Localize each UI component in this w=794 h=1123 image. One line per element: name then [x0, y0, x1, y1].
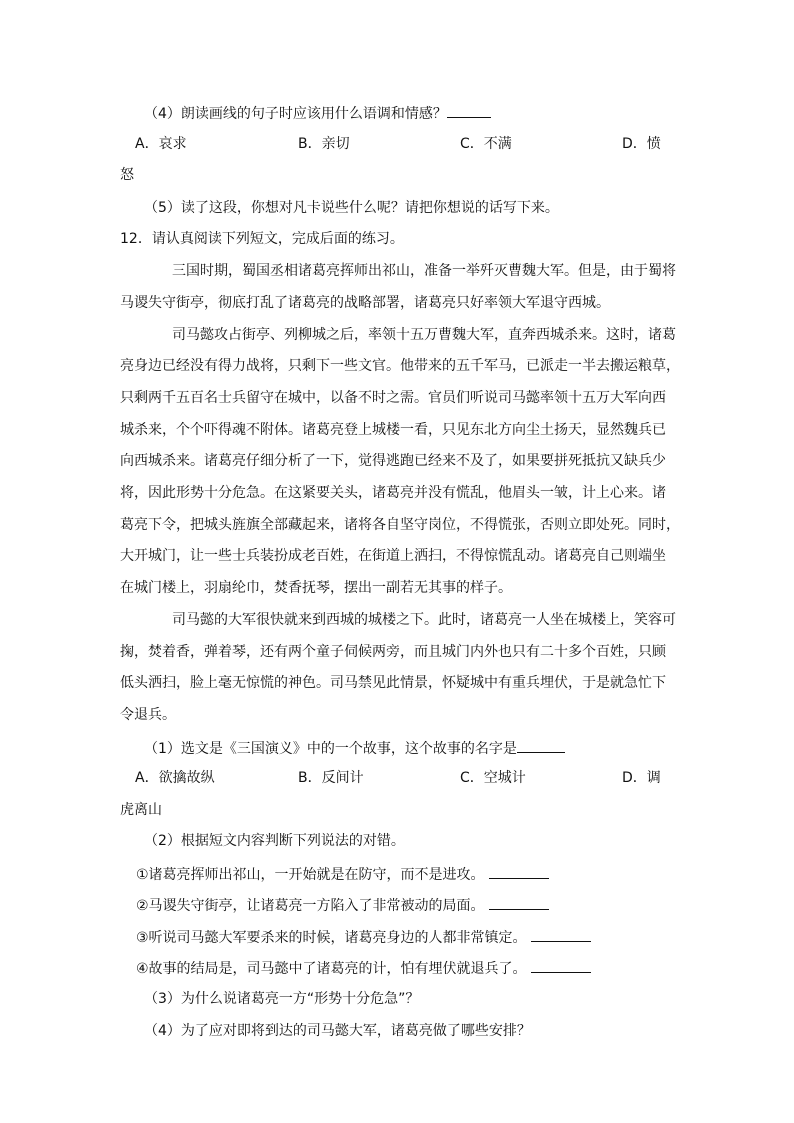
sub2-item-4 — [136, 958, 591, 978]
q12-heading: 12．请认真阅读下列短文，完成后面的练习。 — [120, 231, 404, 247]
passage-line: 向西城杀来。诸葛亮仔细分析了一下，觉得逃跑已经来不及了，如果要拼死抵抗又缺兵少 — [120, 453, 666, 469]
passage-line: 亮身边已经没有得力战将，只剩下一些文官。他带来的五千军马，已派走一半去搬运粮草， — [120, 358, 680, 374]
passage-line: 司马懿的大军很快就来到西城的城楼之下。此时，诸葛亮一人坐在城楼上，笑容可 — [172, 612, 676, 628]
passage-line: 低头洒扫，脸上毫无惊慌的神色。司马禁见此情景，怀疑城中有重兵埋伏，于是就急忙下 — [120, 675, 666, 691]
q4-option-c: C．不满 — [460, 136, 512, 152]
passage-line: 司马懿攻占街亭、列柳城之后，率领十五万曹魏大军，直奔西城杀来。这时，诸葛 — [172, 327, 676, 343]
sub3-question: （3）为什么说诸葛亮一方“形势十分危急”？ — [144, 991, 420, 1007]
passage-line: 三国时期，蜀国丞相诸葛亮挥师出祁山，准备一举歼灭曹魏大军。但是，由于蜀将 — [172, 263, 676, 279]
sub2-item-text: ①诸葛亮挥师出祁山，一开始就是在防守，而不是进攻。 — [136, 867, 485, 883]
q4-option-d-wrap: 怒 — [120, 167, 134, 183]
sub1-option-a: A．欲擒故纵 — [135, 770, 215, 786]
passage-line: 将，因此形势十分危急。在这紧要关头，诸葛亮并没有慌乱，他眉头一皱，计上心来。诸 — [120, 485, 666, 501]
sub2-item-2 — [136, 895, 549, 915]
passage-line: 城杀来，个个吓得魂不附体。诸葛亮登上城楼一看，只见东北方向尘土扬天，显然魏兵已 — [120, 422, 666, 438]
sub4-question: （4）为了应对即将到达的司马懿大军，诸葛亮做了哪些安排？ — [144, 1023, 531, 1039]
sub2-item-blank[interactable] — [489, 864, 549, 879]
sub1-question-line — [144, 738, 565, 758]
passage-line: 在城门楼上，羽扇纶巾，焚香抚琴，摆出一副若无其事的样子。 — [120, 580, 512, 596]
q4-option-a: A．哀求 — [135, 136, 187, 152]
sub2-question: （2）根据短文内容判断下列说法的对错。 — [144, 833, 405, 849]
sub1-answer-blank[interactable] — [517, 738, 565, 753]
sub2-item-blank[interactable] — [531, 958, 591, 973]
sub1-option-b: B．反间计 — [298, 770, 364, 786]
sub1-option-c: C．空城计 — [460, 770, 526, 786]
q5-question: （5）读了这段，你想对凡卡说些什么呢？请把你想说的话写下来。 — [144, 200, 559, 216]
sub2-item-text: ③听说司马懿大军要杀来的时候，诸葛亮身边的人都非常镇定。 — [136, 930, 527, 946]
sub1-option-d: D．调 — [622, 770, 661, 786]
q4-option-b: B．亲切 — [298, 136, 350, 152]
passage-line: 掬，焚着香，弹着琴，还有两个童子伺候两旁，而且城门内外也只有二十多个百姓，只顾 — [120, 644, 666, 660]
q4-option-d: D．愤 — [622, 136, 661, 152]
sub2-item-text: ④故事的结局是，司马懿中了诸葛亮的计，怕有埋伏就退兵了。 — [136, 961, 527, 977]
passage-line: 葛亮下令，把城头旌旗全部藏起来，诸将各自坚守岗位，不得慌张，否则立即处死。同时， — [120, 517, 680, 533]
passage-line: 大开城门，让一些士兵装扮成老百姓，在街道上洒扫，不得惊慌乱动。诸葛亮自己则端坐 — [120, 548, 666, 564]
passage-line: 马谡失守街亭，彻底打乱了诸葛亮的战略部署，诸葛亮只好率领大军退守西城。 — [120, 295, 610, 311]
sub2-item-1 — [136, 864, 549, 884]
sub2-item-blank[interactable] — [531, 927, 591, 942]
q4-question-line — [144, 103, 491, 123]
passage-line: 令退兵。 — [120, 707, 176, 723]
sub2-item-blank[interactable] — [489, 895, 549, 910]
sub1-option-d-wrap: 虎离山 — [120, 802, 162, 818]
sub2-item-text: ②马谡失守街亭，让诸葛亮一方陷入了非常被动的局面。 — [136, 898, 485, 914]
sub1-question: （1）选文是《三国演义》中的一个故事，这个故事的名字是 — [144, 741, 517, 757]
q4-answer-blank[interactable] — [447, 103, 491, 118]
q4-question: （4）朗读画线的句子时应该用什么语调和情感？ — [144, 106, 447, 122]
sub2-item-3 — [136, 927, 591, 947]
passage-line: 只剩两千五百名士兵留守在城中，以备不时之需。官员们听说司马懿率领十五万大军向西 — [120, 390, 666, 406]
